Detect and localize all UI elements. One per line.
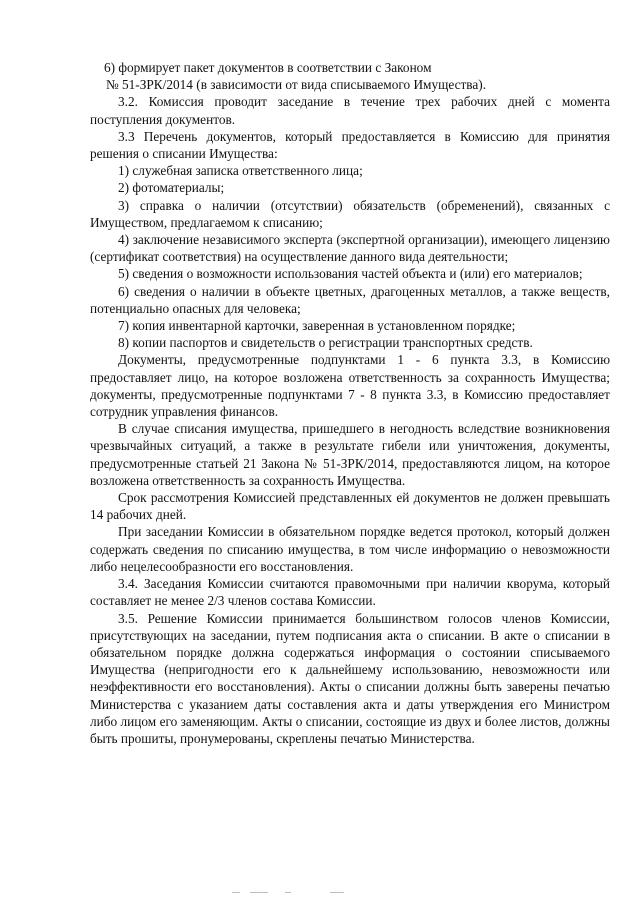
subitem-6-forms-package: 6) формирует пакет документов в соответствии с Законом <box>104 60 432 75</box>
list-item-4: 4) заключение независимого эксперта (экспертной организации), имеющего лицензию (сертификат соответствия) на осуществление данного вида деятельности; <box>90 232 610 265</box>
list-item-6: 6) сведения о наличии в объекте цветных, драгоценных металлов, а также веществ, потенциально опасных для человека; <box>90 283 610 316</box>
list-item-1: 1) служебная записка ответственного лица; <box>118 163 363 179</box>
list-item-3: 3) справка о наличии (отсутствии) обязательств (обременений), связанных с Имуществом, предлагаемом к списанию; <box>90 197 610 230</box>
list-item-7: 7) копия инвентарной карточки, заверенная в установленном порядке; <box>118 318 516 334</box>
clause-3-5: 3.5. Решение Комиссии принимается большинством голосов членов Комиссии, присутствующих на заседании, путем подписания акта о списании. В акте о списании в обязательном порядке должна содержаться информация о состоянии списываемого Имущества (непригодности его к дальнейшему использованию, невозможности или неэффективности его восстановления). Акты о списании должны быть заверены печатью Министерства с указанием даты составления акта и даты утверждения его Министром либо лицом его заменяющим. Акты о списании, состоящие из двух и более листов, должны быть прошиты, пронумерованы, скреплены печатью Министерства. <box>90 610 610 746</box>
subitem-6-law-reference: № 51-ЗРК/2014 (в зависимости от вида списываемого Имущества). <box>106 77 487 93</box>
documents-submission-paragraph: Документы, предусмотренные подпунктами 1 - 6 пункта 3.3, в Комиссию предоставляет лицо, на которое возложена ответственность за сохранность Имущества; документы, предусмотренные подпунктами 7 - 8 пункта 3.3, в Комиссию предоставляет сотрудник управления финансов. <box>90 352 610 420</box>
protocol-paragraph: При заседании Комиссии в обязательном порядке ведется протокол, который должен содержать сведения по списанию имущества, в том числе информацию о невозможности либо нецелесообразности его восстановления. <box>90 524 610 574</box>
clause-3-3-heading: 3.3 Перечень документов, который предоставляется в Комиссию для принятия решения о списании Имущества: <box>90 128 610 162</box>
list-item-2: 2) фотоматериалы; <box>118 180 225 196</box>
emergency-write-off-paragraph: В случае списания имущества, пришедшего в негодность вследствие возникновения чрезвычайных ситуаций, а также в результате гибели или уничтожения, документы, предусмотренные статьей 21 Закона № 51-ЗРК/2014, предоставляются лицом, на которое возложена ответственность за сохранность Имущества. <box>90 421 610 488</box>
document-body <box>90 59 610 747</box>
clause-3-2: 3.2. Комиссия проводит заседание в течение трех рабочих дней с момента поступления документов. <box>90 94 610 127</box>
list-item-5: 5) сведения о возможности использования частей объекта и (или) его материалов; <box>118 266 583 282</box>
clause-3-4: 3.4. Заседания Комиссии считаются правомочными при наличии кворума, который составляет не менее 2/3 членов состава Комиссии. <box>90 576 610 609</box>
review-period-paragraph: Срок рассмотрения Комиссией представленных ей документов не должен превышать 14 рабочих дней. <box>90 490 610 523</box>
scan-bottom-artifact <box>0 888 637 898</box>
list-item-8: 8) копии паспортов и свидетельств о регистрации транспортных средств. <box>118 335 533 351</box>
